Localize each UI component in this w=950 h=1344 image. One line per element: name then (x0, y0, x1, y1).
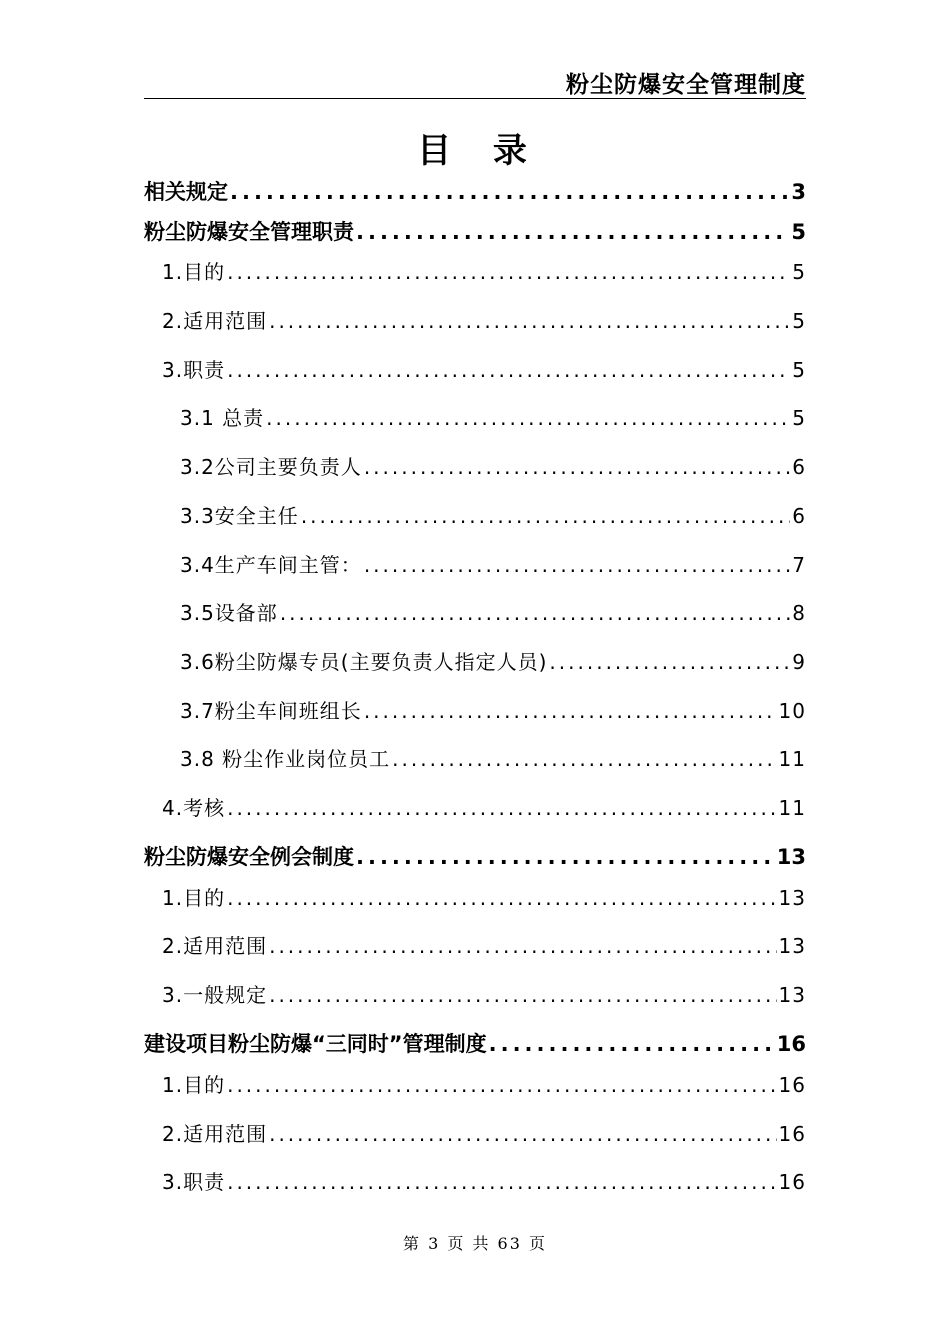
toc-leader-dots (227, 354, 790, 386)
toc-entry-label: 3.2公司主要负责人 (180, 455, 362, 479)
toc-entry-label: 4.考核 (162, 796, 226, 820)
toc-leader-dots (230, 176, 789, 208)
toc-entry-label: 1.目的 (162, 1073, 226, 1097)
toc-entry-label: 相关规定 (144, 180, 228, 204)
toc-entry-page-number: 11 (778, 747, 806, 771)
toc-entry-label: 3.一般规定 (162, 983, 268, 1007)
toc-entry-page-number: 5 (792, 309, 806, 333)
toc-leader-dots (227, 882, 776, 914)
toc-leader-dots (489, 1028, 775, 1060)
toc-entry-label: 粉尘防爆安全例会制度 (144, 845, 354, 869)
toc-entry[interactable] (144, 176, 806, 208)
toc-leader-dots (269, 930, 776, 962)
toc-entry[interactable] (144, 930, 806, 962)
toc-entry-label: 3.职责 (162, 358, 226, 382)
toc-leader-dots (269, 979, 776, 1011)
toc-entry[interactable] (144, 402, 806, 434)
toc-leader-dots (269, 1118, 776, 1150)
toc-entry-label: 1.目的 (162, 260, 226, 284)
toc-entry-page-number: 6 (792, 504, 806, 528)
toc-leader-dots (266, 402, 790, 434)
toc-entry-label: 3.8 粉尘作业岗位员工 (180, 747, 391, 771)
toc-entry[interactable] (144, 1118, 806, 1150)
toc-leader-dots (280, 597, 790, 629)
toc-entry[interactable] (144, 451, 806, 483)
toc-entry-page-number: 16 (778, 1073, 806, 1097)
toc-entry-page-number: 3 (791, 180, 806, 204)
toc-entry-label: 3.3安全主任 (180, 504, 299, 528)
toc-entry-page-number: 6 (792, 455, 806, 479)
toc-entry[interactable] (144, 256, 806, 288)
toc-entry[interactable] (144, 305, 806, 337)
toc-entry-page-number: 7 (792, 553, 806, 577)
toc-entry-page-number: 16 (776, 1032, 806, 1056)
toc-entry[interactable] (144, 216, 806, 248)
toc-leader-dots (364, 695, 777, 727)
toc-entry[interactable] (144, 1166, 806, 1198)
toc-entry-label: 1.目的 (162, 886, 226, 910)
toc-heading: 目 录 (417, 131, 533, 171)
toc-entry[interactable] (144, 500, 806, 532)
toc-leader-dots (356, 841, 775, 873)
toc-entry[interactable] (144, 549, 806, 581)
toc-entry-page-number: 5 (791, 220, 806, 244)
toc-entry[interactable] (144, 841, 806, 873)
toc-entry-page-number: 5 (792, 260, 806, 284)
toc-entry[interactable] (144, 792, 806, 824)
toc-entry[interactable] (144, 646, 806, 678)
toc-entry-label: 2.适用范围 (162, 309, 268, 333)
page-footer: 第 3 页 共 63 页 (403, 1234, 547, 1253)
toc-entry-page-number: 5 (792, 358, 806, 382)
toc-entry-page-number: 13 (778, 983, 806, 1007)
toc-entry-page-number: 13 (778, 886, 806, 910)
toc-entry-page-number: 9 (792, 650, 806, 674)
toc-entry[interactable] (144, 882, 806, 914)
toc-entry[interactable] (144, 695, 806, 727)
toc-entry-page-number: 5 (792, 406, 806, 430)
toc-entry-page-number: 11 (778, 796, 806, 820)
toc-leader-dots (356, 216, 789, 248)
toc-entry[interactable] (144, 1028, 806, 1060)
toc-entry[interactable] (144, 979, 806, 1011)
toc-entry[interactable] (144, 597, 806, 629)
toc-leader-dots (301, 500, 790, 532)
toc-entry-page-number: 8 (792, 601, 806, 625)
toc-leader-dots (364, 549, 790, 581)
toc-entry-label: 2.适用范围 (162, 1122, 268, 1146)
toc-entry-page-number: 13 (776, 845, 806, 869)
toc-leader-dots (549, 646, 790, 678)
toc-entry[interactable] (144, 1069, 806, 1101)
running-header-title: 粉尘防爆安全管理制度 (566, 72, 806, 98)
toc-entry-label: 3.5设备部 (180, 601, 278, 625)
toc-entry-label: 2.适用范围 (162, 934, 268, 958)
toc-entry-label: 3.职责 (162, 1170, 226, 1194)
toc-entry-label: 3.6粉尘防爆专员(主要负责人指定人员) (180, 650, 548, 674)
toc-leader-dots (227, 1166, 776, 1198)
toc-entry-page-number: 16 (778, 1122, 806, 1146)
toc-leader-dots (269, 305, 790, 337)
toc-entry[interactable] (144, 743, 806, 775)
toc-leader-dots (227, 1069, 776, 1101)
toc-entry-label: 粉尘防爆安全管理职责 (144, 220, 354, 244)
toc-leader-dots (364, 451, 790, 483)
toc-entry-page-number: 13 (778, 934, 806, 958)
toc-entry-page-number: 16 (778, 1170, 806, 1194)
toc-entry-label: 3.7粉尘车间班组长 (180, 699, 362, 723)
toc-entry-page-number: 10 (778, 699, 806, 723)
toc-entry-label: 3.1 总责 (180, 406, 265, 430)
toc-leader-dots (392, 743, 776, 775)
toc-leader-dots (227, 256, 790, 288)
toc-entry-label: 3.4生产车间主管： (180, 553, 362, 577)
header-divider (144, 98, 806, 99)
toc-entry[interactable] (144, 354, 806, 386)
toc-leader-dots (227, 792, 776, 824)
toc-entry-label: 建设项目粉尘防爆“三同时”管理制度 (144, 1032, 487, 1056)
